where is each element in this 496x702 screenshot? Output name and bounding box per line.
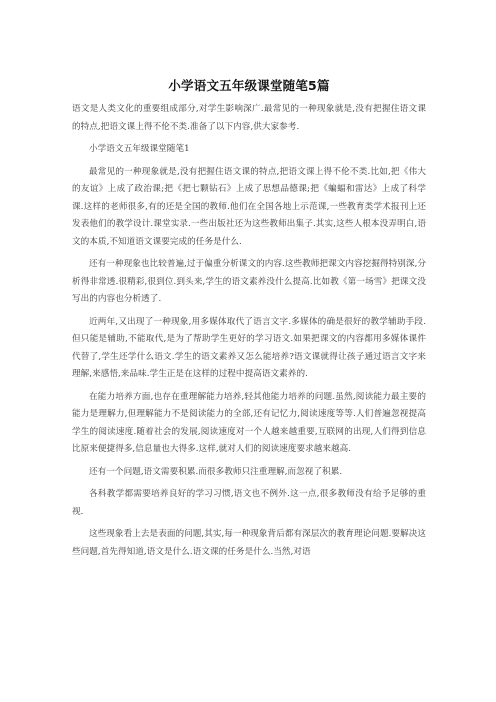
body-paragraph: 还有一种现象也比较普遍,过于偏重分析课文的内容.这些教师把课文内容挖掘得特别深,分析得非常透.很精彩,很到位.到头来,学生的语文素养没什么提高.比如教《第一场雪》把课文没写出的内容也分析透了. <box>72 259 426 304</box>
document-title: 小学语文五年级课堂随笔5篇 <box>168 78 330 93</box>
body-paragraph: 最常见的一种现象就是,没有把握住语文课的特点,把语文课上得不伦不类.比如,把《伟大的友谊》上成了政治课;把《把七颗钻石》上成了思想品德课;把《蝙蝠和雷达》上成了科学课.这样的老师很多,有的还是全国的教师.他们在全国各地上示范课,一些教育类学术报刊上还发表他们的教学设计.课堂实录.一些出版社还为这些教师出集子.其实,这些人根本没弄明白,语文的本质,不知道语文课要完成的任务是什么. <box>72 166 426 247</box>
body-paragraph: 这些现象看上去是表面的问题,其实,每一种现象背后都有深层次的教育理论问题.要解决这些问题,首先得知道,语文是什么.语文课的任务是什么.当然,对语 <box>72 529 426 557</box>
body-paragraph: 在能力培养方面,也存在重理解能力培养,轻其他能力培养的问题.虽然,阅读能力最主要的能力是理解力,但理解能力不是阅读能力的全部,还有记忆力,阅读速度等等.人们普遍忽视提高学生的阅读速度.随着社会的发展,阅读速度对一个人越来越重要,互联网的出现,人们得到信息比原来便捷得多,信息量也大得多.这样,就对人们的阅读速度要求越来越高. <box>72 391 426 454</box>
intro-paragraph: 语文是人类文化的重要组成部分,对学生影响深广.最常见的一种现象就是,没有把握住语文课的特点,把语文课上得不伦不类.准备了以下内容,供大家参考. <box>72 104 426 132</box>
body-paragraph: 各科教学都需要培养良好的学习习惯,语文也不例外.这一点,很多教师没有给予足够的重视. <box>72 489 426 517</box>
body-paragraph: 还有一个问题,语文需要积累.而很多教师只注重理解,而忽视了积累. <box>89 466 343 477</box>
body-paragraph: 近两年,又出现了一种现象,用多媒体取代了语言文字.多媒体的确是很好的教学辅助手段.但只能是辅助,不能取代,是为了帮助学生更好的学习语文.如果把课文的内容都用多媒体课件代替了,学生还学什么语文.学生的语文素养又怎么能培养?语文课就得让孩子通过语言文字来理解,来感悟,来品味.学生正是在这样的过程中提高语文素养的. <box>72 316 426 379</box>
section-heading: 小学语文五年级课堂随笔1 <box>89 144 190 154</box>
